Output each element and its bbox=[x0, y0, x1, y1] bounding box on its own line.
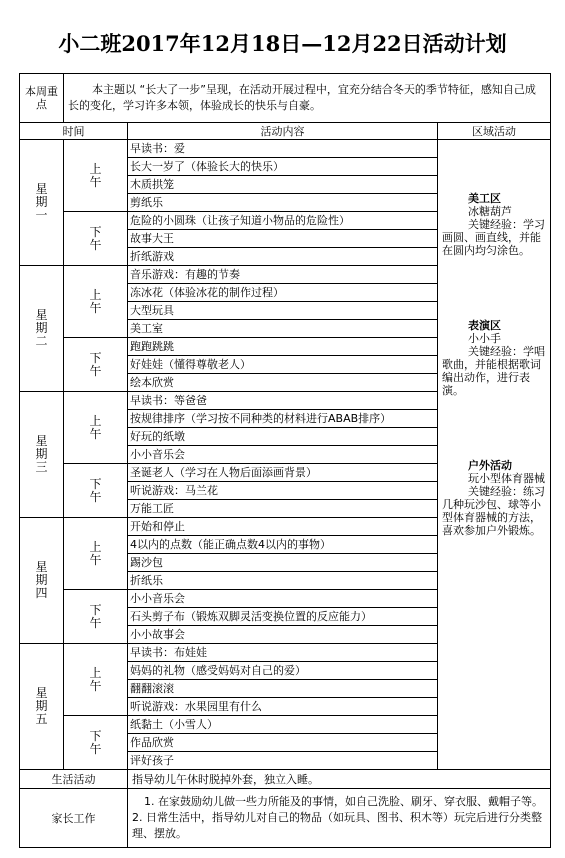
activity-cell: 作品欣赏 bbox=[128, 734, 438, 752]
area-block bbox=[442, 319, 547, 397]
area-block bbox=[442, 192, 547, 257]
parent-work-item: 2. 日常生活中，指导幼儿对自己的物品（如玩具、图书、积木等）玩完后进行分类整理、摆放。 bbox=[132, 811, 542, 840]
activity-cell: 剪纸乐 bbox=[128, 194, 438, 212]
morning-label: 上 午 bbox=[64, 392, 128, 464]
day-label: 星 期 五 bbox=[20, 644, 64, 770]
activity-cell: 翻翻滚滚 bbox=[128, 680, 438, 698]
area-name: 冰糖葫芦 bbox=[468, 205, 512, 218]
parent-work-row bbox=[20, 789, 551, 848]
activity-cell: 万能工匠 bbox=[128, 500, 438, 518]
area-title: 美工区 bbox=[468, 192, 501, 205]
activity-cell: 好娃娃（懂得尊敬老人） bbox=[128, 356, 438, 374]
activity-cell: 小小音乐会 bbox=[128, 590, 438, 608]
day-label: 星 期 二 bbox=[20, 266, 64, 392]
activity-cell: 冻冰花（体验冰花的制作过程） bbox=[128, 284, 438, 302]
morning-label: 上 午 bbox=[64, 266, 128, 338]
content-header: 活动内容 bbox=[128, 123, 438, 140]
activity-cell: 绘本欣赏 bbox=[128, 374, 438, 392]
activity-plan-table bbox=[19, 73, 551, 848]
activity-cell: 危险的小圆珠（让孩子知道小物品的危险性） bbox=[128, 212, 438, 230]
activity-cell: 4以内的点数（能正确点数4以内的事物） bbox=[128, 536, 438, 554]
life-activity-row bbox=[20, 770, 551, 789]
area-name: 玩小型体育器械 bbox=[468, 472, 545, 485]
afternoon-label: 下 午 bbox=[64, 212, 128, 266]
activity-cell: 踢沙包 bbox=[128, 554, 438, 572]
activity-cell: 音乐游戏：有趣的节奏 bbox=[128, 266, 438, 284]
parent-work-label: 家长工作 bbox=[20, 789, 128, 848]
activity-cell: 纸黏土（小雪人） bbox=[128, 716, 438, 734]
activity-cell: 大型玩具 bbox=[128, 302, 438, 320]
day-label: 星 期 三 bbox=[20, 392, 64, 518]
activity-cell: 好玩的纸墩 bbox=[128, 428, 438, 446]
activity-cell: 按规律排序（学习按不同种类的材料进行ABAB排序） bbox=[128, 410, 438, 428]
morning-label: 上 午 bbox=[64, 518, 128, 590]
table-row bbox=[20, 140, 551, 158]
activity-cell: 小小音乐会 bbox=[128, 446, 438, 464]
area-header: 区域活动 bbox=[438, 123, 551, 140]
morning-label: 上 午 bbox=[64, 140, 128, 212]
activity-cell: 听说游戏：水果园里有什么 bbox=[128, 698, 438, 716]
activity-cell: 开始和停止 bbox=[128, 518, 438, 536]
area-name: 小小手 bbox=[468, 332, 501, 345]
afternoon-label: 下 午 bbox=[64, 716, 128, 770]
activity-cell: 折纸乐 bbox=[128, 572, 438, 590]
time-header: 时间 bbox=[20, 123, 128, 140]
activity-cell: 早读书：等爸爸 bbox=[128, 392, 438, 410]
activity-cell: 美工室 bbox=[128, 320, 438, 338]
activity-cell: 石头剪子布（锻炼双脚灵活变换位置的反应能力） bbox=[128, 608, 438, 626]
day-label: 星 期 一 bbox=[20, 140, 64, 266]
morning-label: 上 午 bbox=[64, 644, 128, 716]
activity-cell: 小小故事会 bbox=[128, 626, 438, 644]
activity-cell: 故事大王 bbox=[128, 230, 438, 248]
page-title: 小二班2017年12月18日—12月22日活动计划 bbox=[58, 31, 507, 56]
area-block bbox=[442, 459, 547, 537]
activity-cell: 圣诞老人（学习在人物后面添画背景） bbox=[128, 464, 438, 482]
activity-cell: 评好孩子 bbox=[128, 752, 438, 770]
activity-cell: 木质拱笼 bbox=[128, 176, 438, 194]
parent-work-content bbox=[128, 789, 551, 848]
area-key-experience: 关键经验：学习画圆、画直线，并能在圆内均匀涂色。 bbox=[442, 218, 545, 257]
life-activity-label: 生活活动 bbox=[20, 770, 128, 789]
afternoon-label: 下 午 bbox=[64, 338, 128, 392]
parent-work-item: 1. 在家鼓励幼儿做一些力所能及的事情，如自己洗脸、刷牙、穿衣服、戴帽子等。 bbox=[144, 795, 543, 808]
afternoon-label: 下 午 bbox=[64, 464, 128, 518]
area-key-experience: 关键经验：学唱歌曲，并能根据歌词编出动作，进行表演。 bbox=[442, 345, 545, 397]
activity-cell: 折纸游戏 bbox=[128, 248, 438, 266]
week-focus-label: 本周重点 bbox=[20, 74, 64, 123]
activity-cell: 听说游戏：马兰花 bbox=[128, 482, 438, 500]
header-row bbox=[20, 123, 551, 140]
activity-cell: 妈妈的礼物（感受妈妈对自己的爱） bbox=[128, 662, 438, 680]
activity-cell: 长大一岁了（体验长大的快乐） bbox=[128, 158, 438, 176]
week-focus-text: 本主题以 “长大了一步”呈现，在活动开展过程中，宜充分结合冬天的季节特征，感知自己成长的变化，学习许多本领，体验成长的快乐与自豪。 bbox=[64, 74, 551, 123]
week-focus-row bbox=[20, 74, 551, 123]
area-key-experience: 关键经验：练习几种玩沙包、球等小型体育器械的方法，喜欢参加户外锻炼。 bbox=[442, 485, 545, 537]
area-activities-cell bbox=[438, 140, 551, 770]
activity-cell: 早读书：布娃娃 bbox=[128, 644, 438, 662]
afternoon-label: 下 午 bbox=[64, 590, 128, 644]
activity-cell: 跑跑跳跳 bbox=[128, 338, 438, 356]
activity-cell: 早读书：爱 bbox=[128, 140, 438, 158]
area-title: 户外活动 bbox=[468, 459, 512, 472]
area-title: 表演区 bbox=[468, 319, 501, 332]
day-label: 星 期 四 bbox=[20, 518, 64, 644]
life-activity-text: 指导幼儿午休时脱掉外套，独立入睡。 bbox=[128, 770, 551, 789]
